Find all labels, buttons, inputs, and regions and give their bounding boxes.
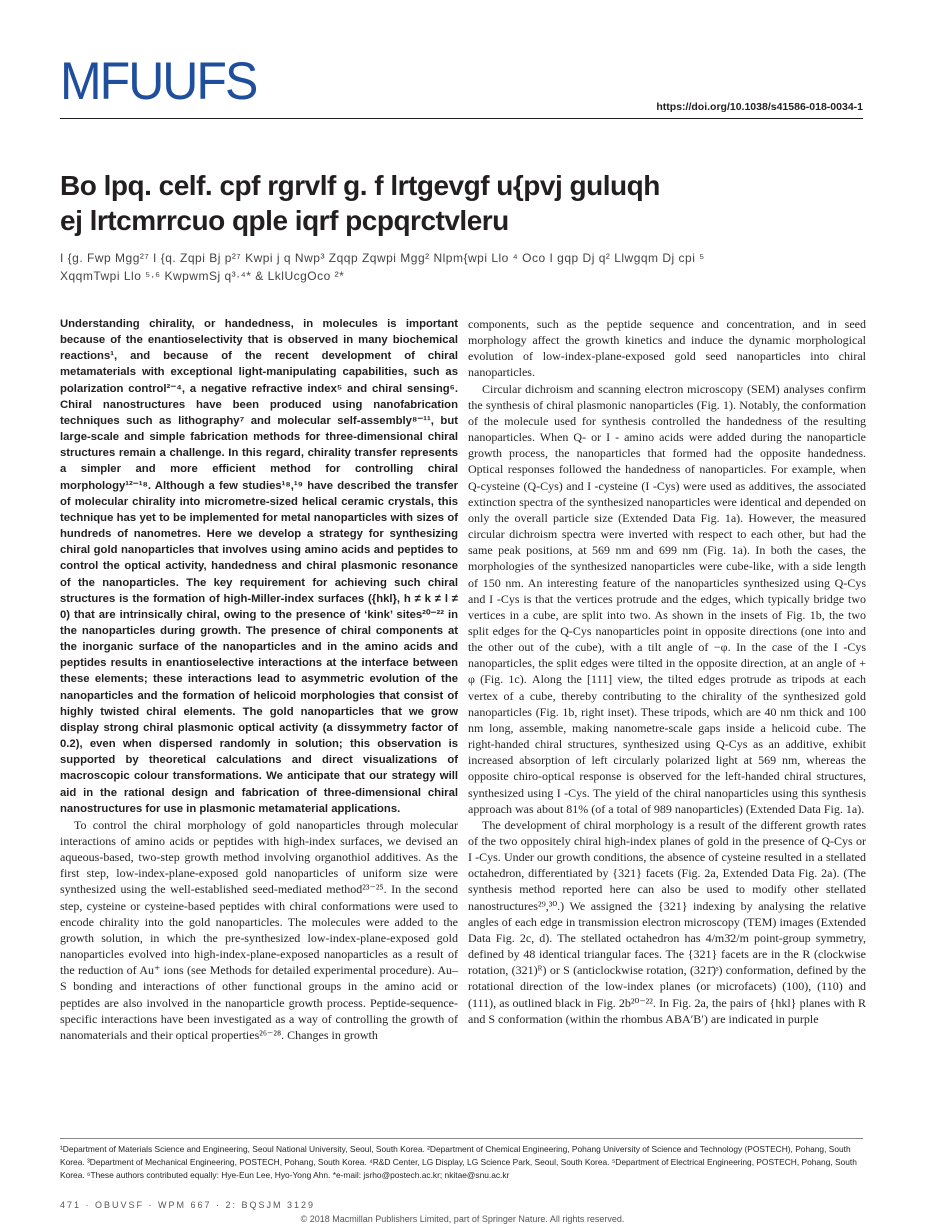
body-paragraph-2: components, such as the peptide sequence and concentration, and in seed morphology affect the growth kinetics and induce the dynamic morphological evolution of low-index-plane-exposed gold seed nanoparticles into chiral nanoparticles. xyxy=(468,317,866,380)
affiliations-footnote: ¹Department of Materials Science and Engineering, Seoul National University, Seoul, South Korea. ²Department of Chemical Engineering, Pohang University of Science and Technology (POSTECH), Pohang, South Korea. ³Department of Mechanical Engineering, POSTECH, Pohang, South Korea. ⁴R&D Center, LG Display, LG Science Park, Seoul, South Korea. ⁵Department of Electrical Engineering, POSTECH, Pohang, South Korea. ⁶These authors contributed equally: Hye-Eun Lee, Hyo-Yong Ahn. *e-mail: jsrho@postech.ac.kr; nkitae@snu.ac.kr xyxy=(60,1144,857,1180)
author-list xyxy=(60,249,870,285)
journal-masthead: MFUUFS xyxy=(60,51,257,111)
author-line-1: I {g. Fwp Mgg²⁷ I {q. Zqpi Bj p²⁷ Kwpi j q Nwp³ Zqqp Zqwpi Mgg² Nlpm{wpi Llo ⁴ Oco I gqp Dj q² Llwgqm Dj cpi ⁵ xyxy=(60,251,705,265)
body-paragraph-4: The development of chiral morphology is a result of the different growth rates of the two oppositely chiral high-index planes of gold in the presence of Q-Cys or I -Cys. Under our growth conditions, the absence of cysteine resulted in a stellated octahedron, differentiated by {321} facets (Fig. 2a, Extended Data Fig. 2a). (The synthesis method reported here can also be used to modify other stellated nanostructures²⁹,³⁰.) We assigned the {321} indexing by analysing the relative angles of each edge in transmission electron microscopy (TEM) images (Extended Data Fig. 2c, d). The stellated octahedron has 4/m3̄2/m point-group symmetry, defined by 48 identical triangular faces. The {321} facets are in the R (clockwise rotation, (321)ᴿ) or S (anticlockwise rotation, (321̄)ˢ) conformation, defined by the rotational direction of the low-index planes (or microfacets) (100), (110) and (111), as outlined black in Fig. 2b²⁰⁻²². In Fig. 2a, the pairs of {hkl} planes with R and S conformation (within the rhombus ABA′B′) are indicated in purple xyxy=(468,817,866,1026)
body-paragraph-3: Circular dichroism and scanning electron microscopy (SEM) analyses confirm the synthesis of chiral plasmonic nanoparticles (Fig. 1). Notably, the conformation of the molecule used for synthesis controlled the handedness of the resulting nanoparticles. When Q- or I - amino acids were added during the nanoparticle growth process, the nanoparticles that formed had the opposite handedness. Optical responses followed the handedness of nanoparticles. For example, when Q-cysteine (Q-Cys) and I -cysteine (I -Cys) were used as additives, the associated extinction spectra of the synthesized nanoparticles were identical and depended on only the overall particle size (Extended Data Fig. 1a). However, the measured circular dichroism spectra were inverted with respect to each other, but had the same peak positions, at 569 nm and 699 nm (Fig. 1a). In both the cases, the morphologies of the synthesized nanoparticles were cube-like, with a side length of 150 nm. An interesting feature of the nanoparticles synthesized using Q-Cys and I -Cys is that the vertices protrude and the edges, which typically bridge two vertices in a cube, are split into two. As shown in the insets of Fig. 1b, the two split edges for the Q-Cys nanoparticles point in opposite directions (one into and the other out of the cube), with a tilt angle of −φ. In the case of the I -Cys nanoparticles, the split edges were tilted in the opposite direction, at an angle of + φ (Fig. 1c). Along the [111] view, the tilted edges protrude as tripods at each vertex of a cube, thereby contributing to the chirality of the synthesized gold nanoparticles (Fig. 1b, right inset). These tripods, which are 40 nm thick and 100 nm long, assemble, making nanometre-scale gaps inside a helicoid cube. The right-handed chiral structures, synthesized using Q-Cys as an additive, exhibit increased absorption of left circularly polarized light at 569 nm, whereas the opposite chiro-optical response is observed for the left-handed chiral structures, synthesized using I -Cys. The yield of the chiral nanoparticles using this synthesis approach was about 81% (of a total of 989 nanoparticles) (Extended Data Fig. 1a). xyxy=(468,381,866,816)
title-line-2: ej lrtcmrrcuo qple iqrf pcpqrctvleru xyxy=(60,205,509,236)
author-line-2: XqqmTwpi Llo ⁵·⁶ KwpwmSj q³·⁴* & LklUcgOco ²* xyxy=(60,269,345,283)
article-title xyxy=(60,168,870,238)
right-column xyxy=(468,316,866,1027)
header-rule xyxy=(60,118,863,119)
page-footer-citation: 471 · OBUVSF · WPM 667 · 2: BQSJM 3129 xyxy=(60,1200,316,1210)
body-paragraph-1: To control the chiral morphology of gold nanoparticles through molecular interactions of amino acids or peptides with high-index surfaces, we devised an aqueous-based, two-step growth method involving organothiol additives. As the first step, low-index-plane-exposed gold nanoparticles of uniform size were synthesized using the well-established seed-mediated method²³⁻²⁵. In the second step, cysteine or cysteine-based peptides with chiral conformations were used to encode chirality into the gold nanoparticles. The molecules were added to the growth solution, in which the pre-synthesized low-index-plane-exposed gold nanoparticles evolved into high-index-plane-exposed nanoparticles as a result of the reduction of Au⁺ ions (see Methods for detailed experimental procedure). Au–S bonding and interactions of other functional groups in the amino acid or peptides are also involved in the nanoparticle growth process. Peptide-sequence-specific interactions have been investigated as a way of controlling the growth of nanomaterials and their optical properties²⁶⁻²⁸. Changes in growth xyxy=(60,817,458,1042)
title-line-1: Bo lpq. celf. cpf rgrvlf g. f lrtgevgf u{pvj guluqh xyxy=(60,170,660,201)
doi-link[interactable]: https://doi.org/10.1038/s41586-018-0034-1 xyxy=(656,101,863,113)
footnote-rule xyxy=(60,1138,863,1139)
abstract: Understanding chirality, or handedness, in molecules is important because of the enantioselectivity that is observed in many biochemical reactions¹, and because of the recent development of chiral metamaterials with exceptional light-manipulating capabilities, such as polarization control²⁻⁴, a negative refractive index⁵ and chiral sensing⁶. Chiral nanostructures have been produced using nanofabrication techniques such as lithography⁷ and molecular self-assembly⁸⁻¹¹, but large-scale and simple fabrication methods for three-dimensional chiral structures remain a challenge. In this regard, chirality transfer represents a simpler and more efficient method for controlling chiral morphology¹²⁻¹⁸. Although a few studies¹⁸,¹⁹ have described the transfer of molecular chirality into micrometre-sized helical ceramic crystals, this technique has yet to be implemented for metal nanoparticles with sizes of hundreds of nanometres. Here we develop a strategy for synthesizing chiral gold nanoparticles that involves using amino acids and peptides to control the optical activity, handedness and chiral plasmonic resonance of the nanoparticles. The key requirement for achieving such chiral structures is the formation of high-Miller-index surfaces ({hkl}, h ≠ k ≠ l ≠ 0) that are intrinsically chiral, owing to the presence of ‘kink’ sites²⁰⁻²² in the nanoparticles during growth. The presence of chiral components at the inorganic surface of the nanoparticles and in the amino acids and peptides results in enantioselective interactions at the interface between these elements; these interactions lead to asymmetric evolution of the nanoparticles and the formation of helicoid morphologies that consist of highly twisted chiral elements. The gold nanoparticles that we grow display strong chiral plasmonic optical activity (a dissymmetry factor of 0.2), even when dispersed randomly in solution; this observation is supported by theoretical calculations and direct visualizations of macroscopic colour transformations. We anticipate that our strategy will aid in the rational design and fabrication of three-dimensional chiral nanostructures for use in plasmonic metamaterial applications. xyxy=(60,318,458,815)
left-column xyxy=(60,316,458,1043)
copyright-notice: © 2018 Macmillan Publishers Limited, part of Springer Nature. All rights reserved. xyxy=(300,1214,625,1224)
